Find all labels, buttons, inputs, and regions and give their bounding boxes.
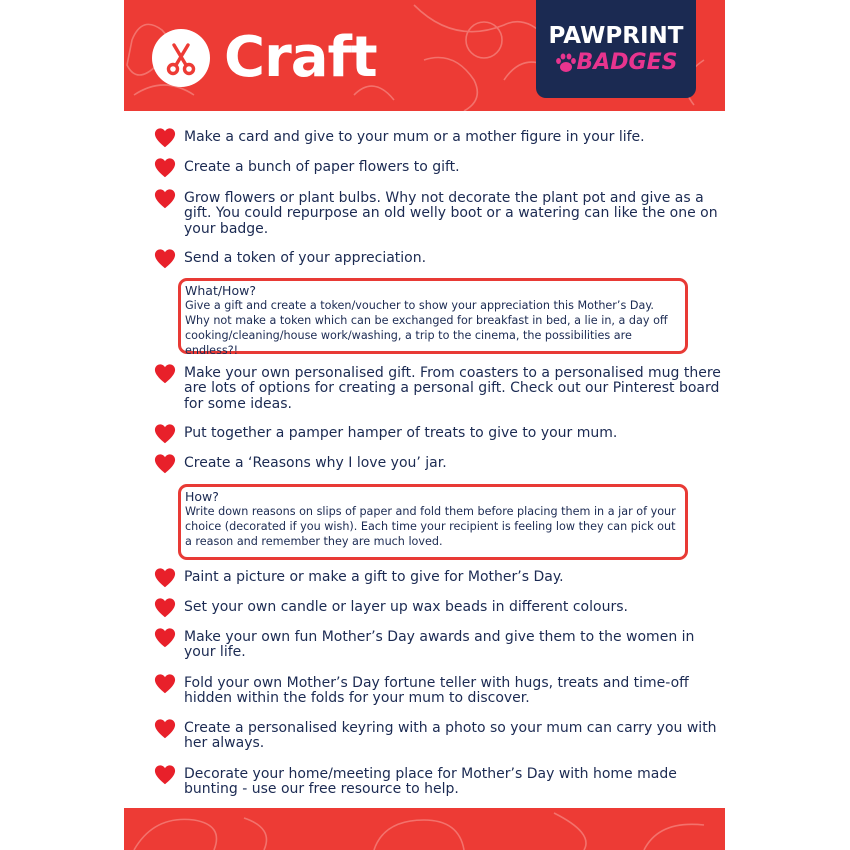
info-box-how	[178, 484, 688, 560]
list-item-text: Put together a pamper hamper of treats to give to your mum.	[184, 425, 618, 441]
footer-banner	[124, 808, 725, 850]
list-item-text: Create a bunch of paper flowers to gift.	[184, 159, 460, 175]
heart-icon	[154, 188, 176, 210]
list-item-text: Make your own fun Mother’s Day awards and give them to the women in your life.	[184, 629, 695, 661]
heart-icon	[154, 248, 176, 270]
logo-wordmark-badges: BADGES	[576, 49, 678, 75]
pawprint-badges-logo	[536, 0, 696, 98]
info-box-body: Give a gift and create a token/voucher to show your appreciation this Mother’s Day. Why not make a token which can be exchanged for breakfast in bed, a lie in, a day off cooking/cleaning/house work/washing, a trip to the cinema, the possibilities are endless?!	[185, 299, 668, 357]
heart-icon	[154, 718, 176, 740]
list-item-text: Create a personalised keyring with a photo so your mum can carry you with her always.	[184, 720, 717, 752]
list-item-text: Set your own candle or layer up wax beads in different colours.	[184, 599, 628, 615]
list-item-text: Make your own personalised gift. From coasters to a personalised mug there are lots of options for creating a personal gift. Check out our Pinterest board for some ideas.	[184, 365, 721, 412]
list-item-text: Decorate your home/meeting place for Mother’s Day with home made bunting - use our free resource to help.	[184, 766, 677, 798]
heart-icon	[154, 627, 176, 649]
title-group	[152, 25, 377, 90]
logo-wordmark-top: PAWPRINT	[548, 22, 684, 49]
list-item-text: Grow flowers or plant bulbs. Why not decorate the plant pot and give as a gift. You could repurpose an old welly boot or a watering can like the one on your badge.	[184, 190, 718, 237]
heart-icon	[154, 423, 176, 445]
heart-icon	[154, 157, 176, 179]
heart-icon	[154, 597, 176, 619]
info-box-heading: How?	[185, 489, 219, 504]
info-box-body: Write down reasons on slips of paper and fold them before placing them in a jar of your choice (decorated if you wish). Each time your recipient is feeling low they can pick out a reason and remember they are much loved.	[185, 505, 676, 548]
heart-icon	[154, 764, 176, 786]
logo-wordmark-bottom-row	[555, 49, 678, 75]
heart-icon	[154, 363, 176, 385]
info-box-what-how	[178, 278, 688, 357]
list-item-text: Create a ‘Reasons why I love you’ jar.	[184, 455, 447, 471]
heart-icon	[154, 673, 176, 695]
info-box-heading: What/How?	[185, 283, 256, 298]
paw-icon	[555, 53, 577, 73]
heart-icon	[154, 127, 176, 149]
header-banner	[124, 0, 725, 111]
list-item-text: Make a card and give to your mum or a mother figure in your life.	[184, 129, 645, 145]
page-title: Craft	[224, 25, 377, 90]
list-item-text: Fold your own Mother’s Day fortune teller with hugs, treats and time-off hidden within the folds for your mum to discover.	[184, 675, 689, 707]
list-item-text: Paint a picture or make a gift to give for Mother’s Day.	[184, 569, 564, 585]
activity-sheet	[124, 0, 725, 850]
list-item-text: Send a token of your appreciation.	[184, 250, 427, 266]
scissors-icon	[152, 29, 210, 87]
footer-pattern-icon	[124, 808, 725, 850]
heart-icon	[154, 453, 176, 475]
heart-icon	[154, 567, 176, 589]
